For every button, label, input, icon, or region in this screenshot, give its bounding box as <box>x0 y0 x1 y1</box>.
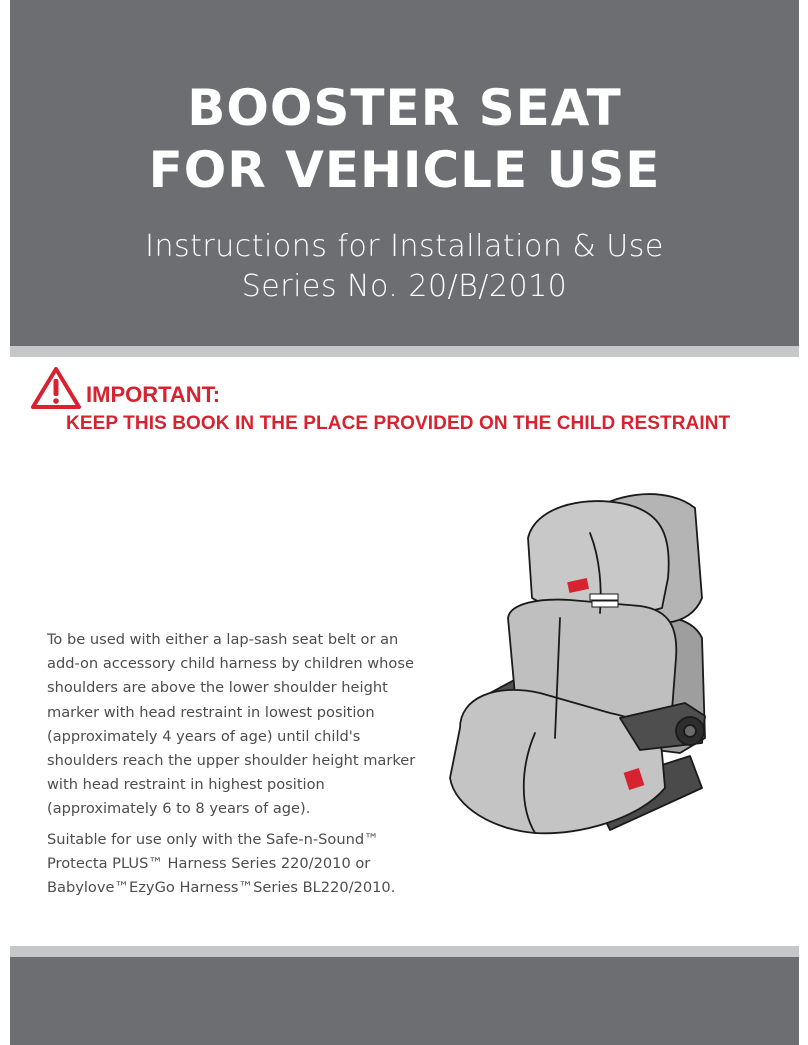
title-line-1: BOOSTER SEAT <box>187 79 622 137</box>
keep-book-notice: KEEP THIS BOOK IN THE PLACE PROVIDED ON THE CHILD RESTRAINT <box>66 413 731 434</box>
usage-paragraph: To be used with either a lap-sash seat belt or an add-on accessory child harness by children whose shoulders are above the lower shoulder height marker with head restraint in lowest position (approximately 4 years of age) until child's shoulders reach the upper shoulder height marker with head restraint in highest position (approximately 6 to 8 years of age). <box>47 631 416 818</box>
booster-seat-illustration <box>440 488 730 848</box>
compatibility-paragraph: Suitable for use only with the Safe-n-Sound™ Protecta PLUS™ Harness Series 220/2010 or Babylove™EzyGo Harness™Series BL220/2010. <box>47 830 396 897</box>
footer-stripe <box>10 946 799 957</box>
warning-triangle-icon <box>30 366 82 410</box>
usage-description <box>47 628 427 900</box>
header-stripe <box>10 346 799 357</box>
subtitle-line-1: Instructions for Installation & Use <box>145 229 664 264</box>
title-line-2: FOR VEHICLE USE <box>148 141 661 199</box>
footer-band <box>10 957 799 1045</box>
important-label: IMPORTANT: <box>86 382 221 407</box>
subtitle-line-2: Series No. 20/B/2010 <box>241 269 568 304</box>
